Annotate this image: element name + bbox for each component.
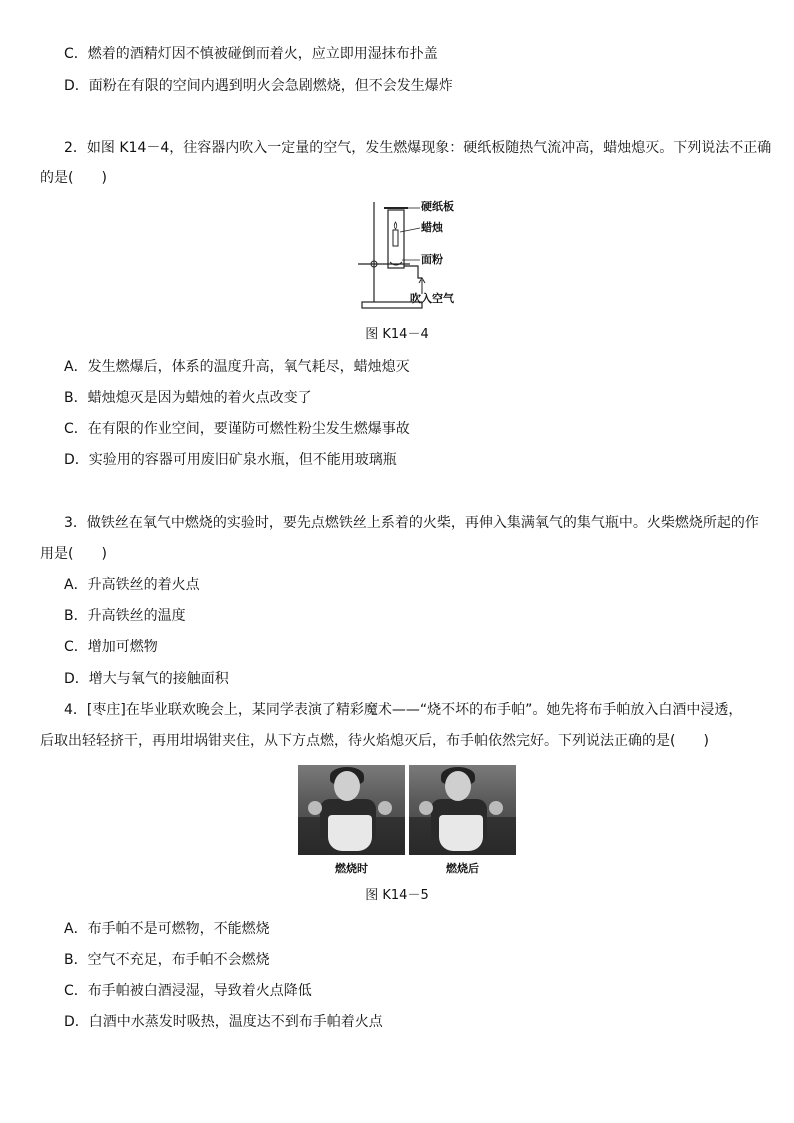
q1-option-c: C．燃着的酒精灯因不慎被碰倒而着火，应立即用湿抹布扑盖 — [64, 46, 438, 62]
q2-option-a: A．发生燃爆后，体系的温度升高，氧气耗尽，蜡烛熄灭 — [64, 359, 410, 375]
q4-option-b: B．空气不充足，布手帕不会燃烧 — [64, 952, 270, 968]
label-cardboard: 硬纸板 — [421, 200, 454, 213]
figure-k14-5-caption: 图 K14－5 — [365, 888, 429, 903]
q4-stem-line1: 4．[枣庄]在毕业联欢晚会上，某同学表演了精彩魔术——“烧不坏的布手帕”。她先将布手帕放入白酒中浸透， — [64, 702, 743, 718]
q2-option-c: C．在有限的作业空间，要谨防可燃性粉尘发生燃爆事故 — [64, 421, 410, 437]
q4-option-c: C．布手帕被白酒浸湿，导致着火点降低 — [64, 983, 312, 999]
candle-flame — [394, 222, 397, 229]
label-blow-air: 吹入空气 — [410, 292, 454, 305]
air-tube — [404, 266, 422, 278]
q4-option-a: A．布手帕不是可燃物，不能燃烧 — [64, 921, 270, 937]
q4-option-d: D．白酒中水蒸发时吸热，温度达不到布手帕着火点 — [64, 1014, 383, 1030]
q2-stem-line2: 的是( ) — [40, 170, 107, 186]
figure-k14-4-caption: 图 K14－4 — [365, 327, 429, 342]
q2-stem-line1: 2．如图 K14－4，往容器内吹入一定量的空气，发生燃爆现象：硬纸板随热气流冲高，蜡烛熄灭。下列说法不正确 — [64, 140, 772, 156]
label-candle: 蜡烛 — [421, 221, 443, 234]
candle — [393, 230, 398, 246]
label-burning: 燃烧时 — [335, 862, 368, 875]
label-after-burning: 燃烧后 — [446, 862, 479, 875]
q3-option-a: A．升高铁丝的着火点 — [64, 577, 200, 593]
label-flour: 面粉 — [421, 253, 443, 266]
q3-option-c: C．增加可燃物 — [64, 639, 158, 655]
q3-stem-line1: 3．做铁丝在氧气中燃烧的实验时，要先点燃铁丝上系着的火柴，再伸入集满氧气的集气瓶中。火柴燃烧所起的作 — [64, 515, 759, 531]
photo-burning — [298, 765, 405, 855]
q2-option-d: D．实验用的容器可用废旧矿泉水瓶，但不能用玻璃瓶 — [64, 452, 397, 468]
q3-option-d: D．增大与氧气的接触面积 — [64, 671, 229, 687]
q1-option-d: D．面粉在有限的空间内遇到明火会急剧燃烧，但不会发生爆炸 — [64, 78, 453, 94]
q3-stem-line2: 用是( ) — [40, 546, 107, 562]
q3-option-b: B．升高铁丝的温度 — [64, 608, 186, 624]
q2-option-b: B．蜡烛熄灭是因为蜡烛的着火点改变了 — [64, 390, 312, 406]
photo-after-burning — [409, 765, 516, 855]
q4-stem-line2: 后取出轻轻挤干，再用坩埚钳夹住，从下方点燃，待火焰熄灭后，布手帕依然完好。下列说法正确的是( ) — [40, 733, 709, 749]
container — [388, 210, 404, 268]
